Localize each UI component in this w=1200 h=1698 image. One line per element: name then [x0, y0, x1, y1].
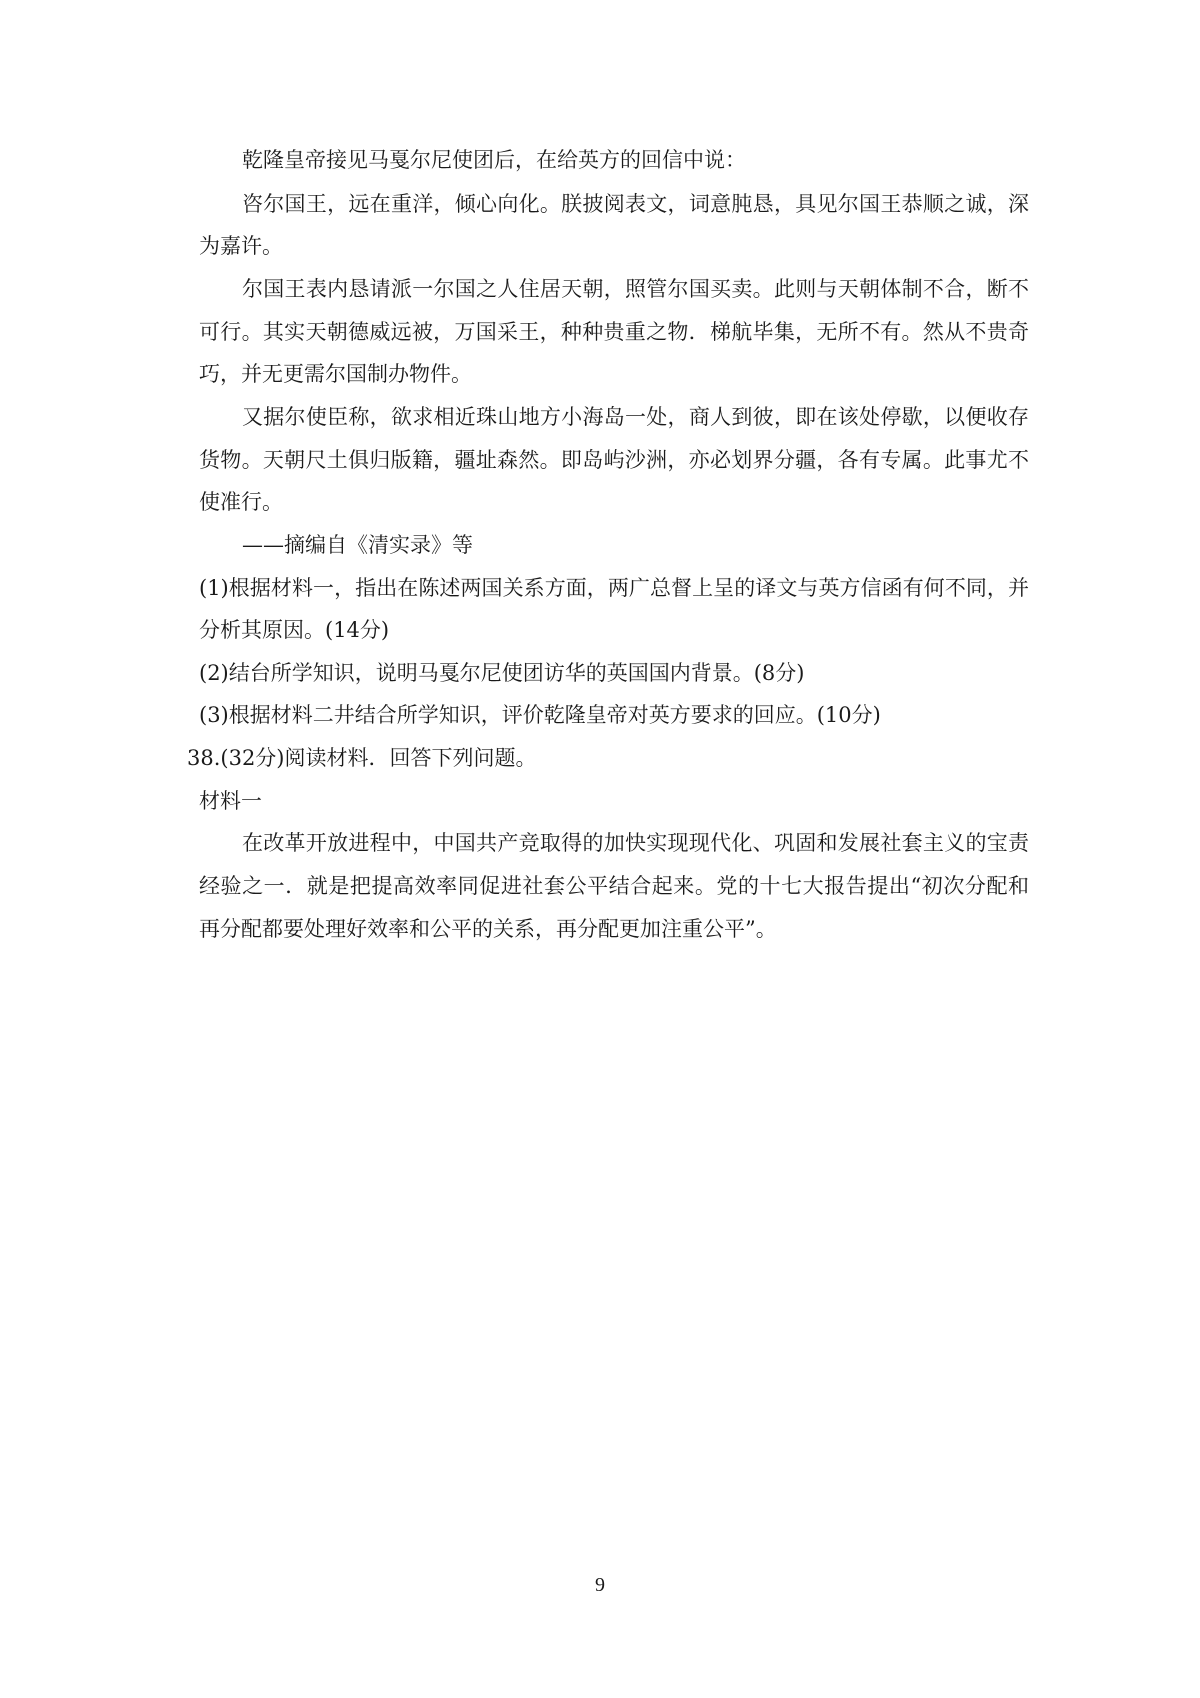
quote-paragraph-3-line-3: 使准行。: [199, 490, 283, 514]
source-citation: ——摘编自《清实录》等: [242, 533, 473, 557]
question-38-heading: 38.(32分)阅读材料．回答下列问题。: [187, 746, 537, 770]
quote-paragraph-1-line-1: 咨尔国王，远在重洋，倾心向化。朕披阅表文，词意肫恳，具见尔国王恭顺之诚，深: [242, 192, 1029, 216]
intro-line: 乾隆皇帝接见马戛尔尼使团后，在给英方的回信中说：: [242, 148, 746, 172]
quote-paragraph-3-line-2: 货物。天朝尺土俱归版籍，疆址森然。即岛屿沙洲，亦必划界分疆，各有专属。此事尤不: [199, 448, 1029, 472]
quote-paragraph-2-line-3: 巧，并无更需尔国制办物件。: [199, 362, 472, 386]
quote-paragraph-3-line-1: 又据尔使臣称，欲求相近珠山地方小海岛一处，商人到彼，即在该处停歇，以便收存: [242, 405, 1029, 429]
quote-paragraph-2-line-1: 尔国王表内恳请派一尔国之人住居天朝，照管尔国买卖。此则与天朝体制不合，断不: [242, 277, 1029, 301]
question-1-line-1: (1)根据材料一，指出在陈述两国关系方面，两广总督上呈的译文与英方信函有何不同，并: [199, 576, 1029, 600]
material-1-line-3: 再分配都要处理好效率和公平的关系，再分配更加注重公平”。: [199, 917, 777, 941]
material-1-label: 材料一: [199, 789, 262, 813]
material-1-line-1: 在改革开放进程中，中国共产竞取得的加快实现现代化、巩固和发展社套主义的宝责: [242, 831, 1029, 855]
page-number: 9: [595, 1574, 605, 1596]
question-2: (2)结台所学知识，说明马戛尔尼使团访华的英国国内背景。(8分): [199, 661, 805, 685]
question-1-line-2: 分析其原因。(14分): [199, 618, 390, 642]
question-3: (3)根据材料二井结合所学知识，评价乾隆皇帝对英方要求的回应。(10分): [199, 703, 881, 727]
quote-paragraph-1-line-2: 为嘉许。: [199, 234, 283, 258]
material-1-line-2: 经验之一．就是把提高效率同促进社套公平结合起来。党的十七大报告提出“初次分配和: [199, 874, 1029, 898]
quote-paragraph-2-line-2: 可行。其实天朝德威远被，万国采王，种种贵重之物．梯航毕集，无所不有。然从不贵奇: [199, 320, 1029, 344]
